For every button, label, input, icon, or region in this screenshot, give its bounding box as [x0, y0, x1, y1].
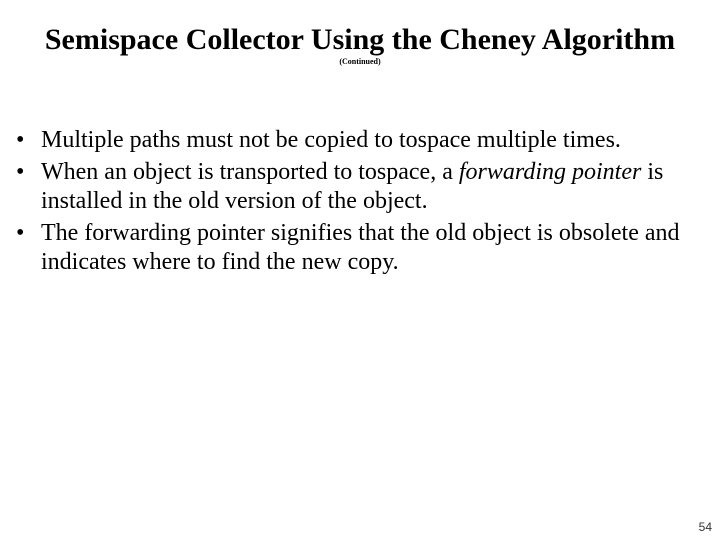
- bullet-text: [41, 220, 680, 275]
- bullet-item: [16, 219, 706, 277]
- bullet-icon: •: [16, 220, 25, 246]
- slide-subtitle: (Continued): [339, 57, 381, 66]
- bullet-icon: •: [16, 127, 25, 153]
- bullet-icon: •: [16, 159, 25, 185]
- bullet-text: [41, 159, 663, 214]
- bullet-term-emphasis: forwarding pointer: [458, 159, 642, 185]
- bullet-text-part: Multiple paths must not be copied to tospace multiple times.: [41, 127, 621, 153]
- bullet-text-part: The forwarding pointer signifies that the old object is obsolete and indicates where to find the new copy.: [41, 220, 680, 275]
- bullet-item: [16, 126, 706, 155]
- bullet-text: [41, 127, 621, 153]
- bullet-item: [16, 158, 706, 216]
- bullet-list: [16, 126, 706, 280]
- slide-title: Semispace Collector Using the Cheney Algorithm: [44, 23, 676, 56]
- page-number: 54: [698, 520, 712, 534]
- bullet-text-part: When an object is transported to tospace, a: [41, 159, 459, 185]
- bullet-text-part: is installed in the old version of the object.: [41, 159, 664, 214]
